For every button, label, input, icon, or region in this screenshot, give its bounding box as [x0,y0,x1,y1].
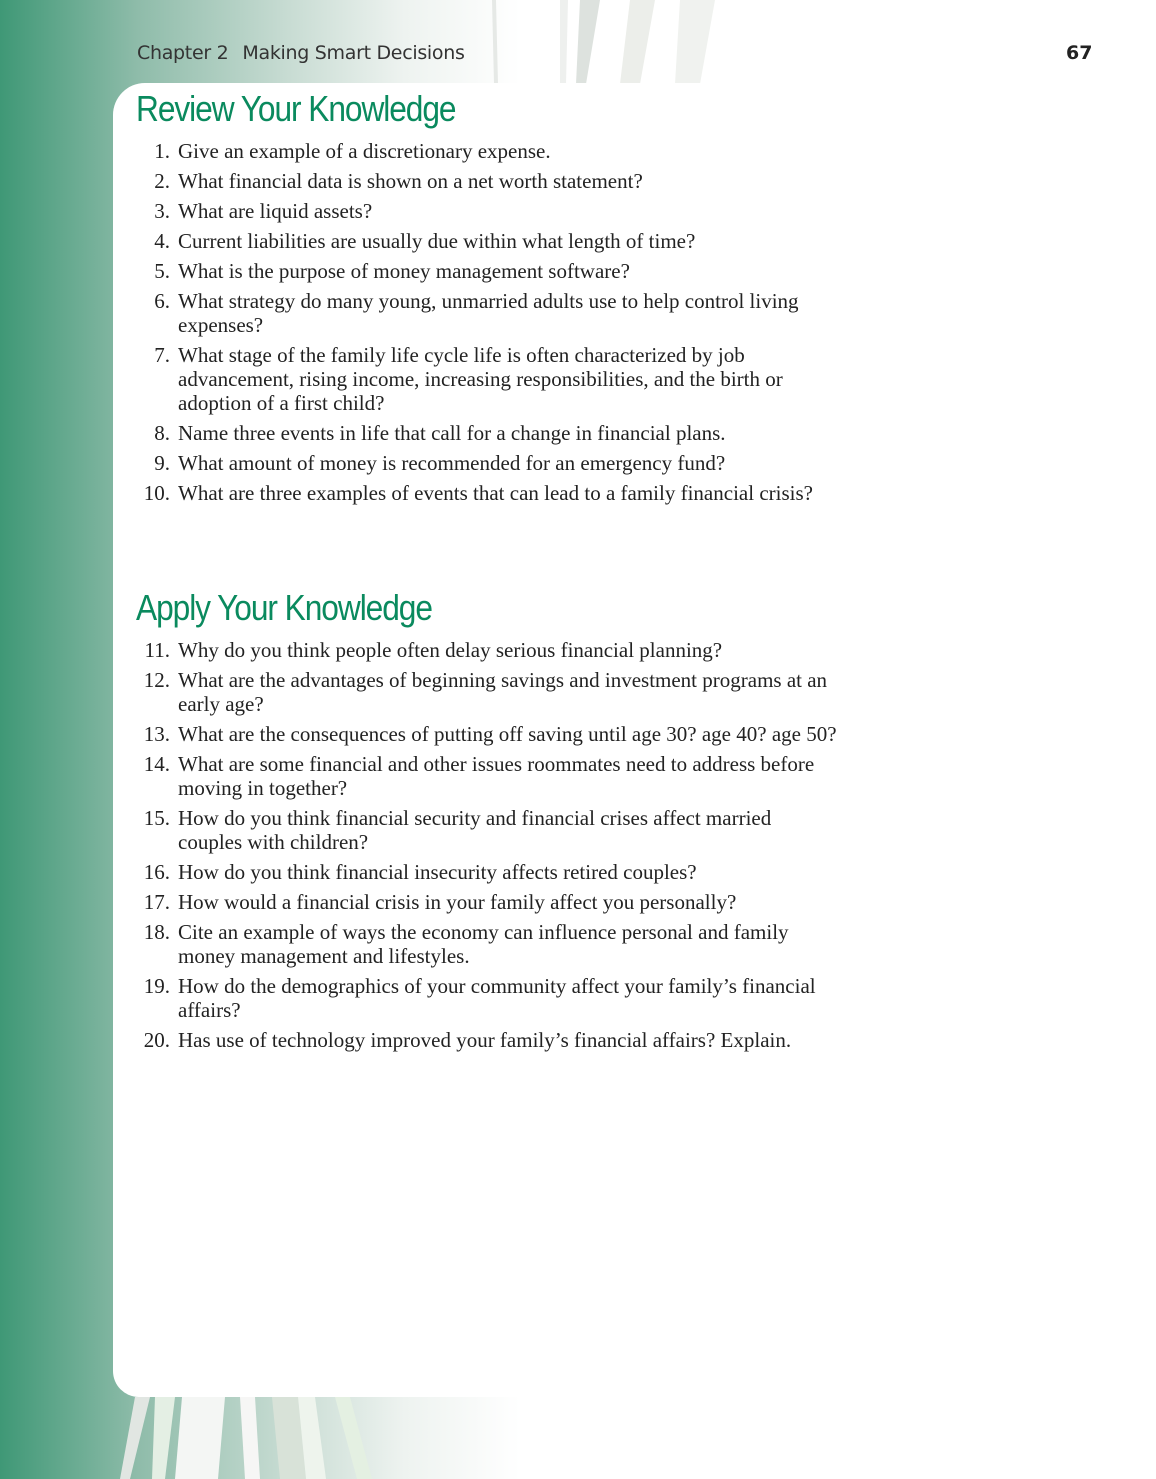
question-number: 16. [143,860,170,884]
running-header [137,42,465,64]
question-number: 6. [154,289,170,313]
question-item [137,169,837,193]
question-number: 14. [143,752,170,776]
question-number: 18. [143,920,170,944]
question-number: 20. [143,1028,170,1052]
question-number: 13. [143,722,170,746]
question-text: How do you think financial security and financial crises affect married couples with children? [178,806,772,854]
question-text: Has use of technology improved your family’s financial affairs? Explain. [178,1028,792,1052]
question-number: 10. [143,481,170,505]
question-item [137,920,837,968]
question-text: What are some financial and other issues roommates need to address before moving in together? [178,752,815,800]
question-text: Name three events in life that call for a change in financial plans. [178,421,726,445]
question-item [137,752,837,800]
question-number: 9. [154,451,170,475]
question-item [137,806,837,854]
decorative-stripes-top [480,0,740,84]
question-text: How do the demographics of your community affect your family’s financial affairs? [178,974,816,1022]
question-text: What stage of the family life cycle life is often characterized by job advancement, rising income, increasing responsibilities, and the birth or adoption of a first child? [178,343,783,415]
question-text: What are the consequences of putting off saving until age 30? age 40? age 50? [178,722,837,746]
question-text: How do you think financial insecurity affects retired couples? [178,860,697,884]
question-item [137,722,837,746]
question-number: 15. [143,806,170,830]
question-text: What financial data is shown on a net worth statement? [178,169,643,193]
question-text: What are three examples of events that can lead to a family financial crisis? [178,481,813,505]
question-item [137,421,837,445]
question-text: Why do you think people often delay serious financial planning? [178,638,723,662]
question-item [137,638,837,662]
question-text: Give an example of a discretionary expense. [178,139,551,163]
apply-questions-list [137,638,837,1058]
question-item [137,1028,837,1052]
question-text: Cite an example of ways the economy can influence personal and family money management and lifestyles. [178,920,789,968]
question-item [137,199,837,223]
question-text: What are liquid assets? [178,199,373,223]
question-item [137,259,837,283]
question-number: 11. [144,638,170,662]
question-item [137,890,837,914]
question-item [137,139,837,163]
question-number: 19. [143,974,170,998]
question-number: 2. [154,169,170,193]
question-item [137,668,837,716]
question-number: 5. [154,259,170,283]
question-number: 8. [154,421,170,445]
question-text: What amount of money is recommended for an emergency fund? [178,451,726,475]
question-item [137,229,837,253]
question-item [137,451,837,475]
question-text: What are the advantages of beginning savings and investment programs at an early age? [178,668,828,716]
question-number: 7. [154,343,170,367]
question-number: 12. [143,668,170,692]
review-heading: Review Your Knowledge [136,88,456,129]
page-number: 67 [1066,42,1093,64]
question-item [137,974,837,1022]
apply-heading: Apply Your Knowledge [136,587,432,628]
chapter-title: Making Smart Decisions [242,42,465,64]
question-number: 4. [154,229,170,253]
question-text: What is the purpose of money management software? [178,259,630,283]
question-item [137,860,837,884]
question-number: 3. [154,199,170,223]
question-text: What strategy do many young, unmarried adults use to help control living expenses? [178,289,799,337]
question-item [137,289,837,337]
question-text: Current liabilities are usually due within what length of time? [178,229,696,253]
question-number: 1. [154,139,170,163]
decorative-stripes-bottom [110,1397,870,1479]
review-questions-list [137,139,837,511]
question-item [137,481,837,505]
chapter-label: Chapter 2 [137,42,229,64]
question-item [137,343,837,415]
question-text: How would a financial crisis in your family affect you personally? [178,890,737,914]
question-number: 17. [143,890,170,914]
